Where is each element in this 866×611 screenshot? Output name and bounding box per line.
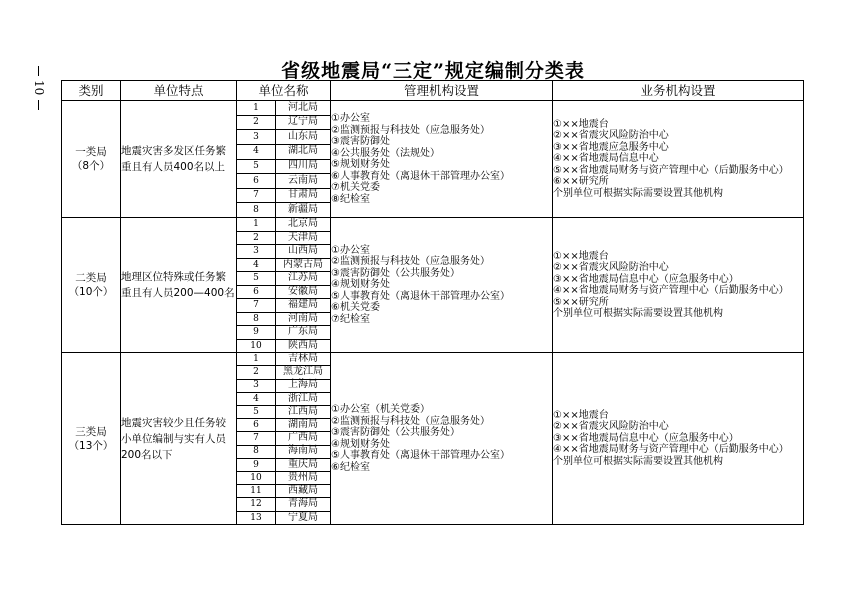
unit-row: [237, 245, 330, 259]
unit-number: 6: [237, 419, 276, 432]
unit-number: 8: [237, 312, 276, 326]
page-title: 省级地震局“三定”规定编制分类表: [281, 60, 585, 82]
page-number-line-bottom: [38, 100, 39, 110]
management-item: ②监测预报与科技处（应急服务处）: [331, 415, 490, 427]
business-item: ④××省地震局财务与资产管理中心（后勤服务中心）: [553, 285, 789, 296]
unit-row: [237, 472, 330, 485]
unit-row: [237, 353, 330, 366]
unit-name: 四川局: [276, 159, 331, 174]
unit-name: 江苏局: [276, 272, 331, 286]
unit-number: 4: [237, 144, 276, 159]
management-item: ④公共服务处（法规处）: [331, 147, 440, 159]
unit-list-cell: [237, 353, 331, 525]
management-cell: [331, 101, 553, 218]
unit-list-cell: [237, 101, 331, 218]
unit-row: [237, 115, 330, 130]
header-feature: 单位特点: [121, 81, 237, 101]
unit-number: 7: [237, 188, 276, 203]
unit-name: 江西局: [276, 405, 331, 418]
management-item: ②监测预报与科技处（应急服务处）: [331, 256, 490, 268]
unit-row: [237, 366, 330, 379]
unit-row: [237, 379, 330, 392]
unit-list: [237, 101, 330, 217]
category-row: [62, 101, 804, 218]
unit-name: 新疆局: [288, 203, 318, 215]
unit-number: 1: [237, 218, 276, 231]
header-business: 业务机构设置: [553, 81, 804, 101]
unit-feature: 地震灾害多发区任务繁重且有人员400名以上: [121, 101, 237, 218]
management-item: ②监测预报与科技处（应急服务处）: [331, 124, 490, 136]
header-row: [62, 81, 804, 101]
category-cell: [62, 353, 121, 525]
business-item: ③××省地震局信息中心（应急服务中心）: [553, 273, 739, 285]
category-row: [62, 353, 804, 525]
unit-row: [237, 419, 330, 432]
unit-name: 青海局: [276, 498, 331, 511]
unit-row: [237, 285, 330, 299]
unit-name: 云南局: [276, 174, 331, 189]
unit-name: 广东局: [276, 326, 331, 340]
unit-row: [237, 511, 330, 524]
unit-number: 5: [237, 272, 276, 286]
unit-number: 1: [237, 353, 276, 366]
unit-name: 内蒙古局: [276, 258, 331, 272]
unit-row: [237, 144, 330, 159]
unit-name: 河北局: [276, 101, 331, 115]
unit-name: 湖南局: [276, 419, 331, 432]
management-cell: [331, 218, 553, 353]
unit-number: 3: [237, 130, 276, 145]
management-item: ①办公室: [331, 244, 370, 256]
unit-feature: 地理区位特殊或任务繁重且有人员200—400名: [121, 218, 237, 353]
unit-name: 湖北局: [276, 144, 331, 159]
header-category: 类别: [62, 81, 121, 101]
unit-row: [237, 130, 330, 145]
unit-name: 黑龙江局: [276, 366, 331, 379]
unit-number: 10: [237, 339, 276, 352]
management-item: ⑥人事教育处（离退休干部管理办公室）: [331, 170, 510, 182]
unit-number: 5: [237, 405, 276, 418]
unit-row: [237, 326, 330, 340]
unit-list: [237, 218, 330, 352]
unit-row: [237, 485, 330, 498]
unit-number: 7: [237, 299, 276, 313]
unit-row: [237, 432, 330, 445]
unit-name: 山西局: [276, 245, 331, 259]
classification-table: [61, 80, 804, 525]
unit-name: 海南局: [276, 445, 331, 458]
business-cell: [553, 218, 804, 353]
unit-number: 11: [237, 485, 276, 498]
business-item: ④××省地震局信息中心: [553, 153, 659, 165]
business-item: ⑤××省地震局财务与资产管理中心（后勤服务中心）: [553, 164, 789, 176]
unit-number: 3: [237, 245, 276, 259]
business-item: ②××省震灾风险防治中心: [553, 262, 669, 273]
business-item: ③××省地震应急服务中心: [553, 141, 669, 153]
unit-name: 福建局: [276, 299, 331, 313]
unit-number: 4: [237, 258, 276, 272]
business-cell: [553, 101, 804, 218]
business-item: ⑥××研究所: [553, 176, 609, 188]
business-item: ①××地震台: [553, 118, 609, 130]
business-cell: [553, 353, 804, 525]
category-count: （13个）: [68, 439, 114, 452]
unit-number: 6: [237, 285, 276, 299]
business-item: ⑤××研究所: [553, 296, 609, 308]
unit-row: [237, 203, 330, 217]
management-item: ⑥纪检室: [331, 461, 370, 473]
unit-number: 8: [237, 445, 276, 458]
unit-row: [237, 312, 330, 326]
unit-row: [237, 339, 330, 352]
business-item: ①××地震台: [553, 409, 609, 421]
business-item: ②××省震灾风险防治中心: [553, 130, 669, 142]
unit-row: [237, 159, 330, 174]
unit-number: 10: [237, 472, 276, 485]
management-item: ⑦机关党委: [331, 182, 380, 193]
management-item: ⑧纪检室: [331, 193, 370, 205]
unit-feature: 地震灾害较少且任务较小单位编制与实有人员200名以下: [121, 353, 237, 525]
unit-number: 9: [237, 458, 276, 471]
unit-name: 西藏局: [276, 485, 331, 498]
unit-number: 13: [237, 511, 276, 524]
unit-name: 甘肃局: [276, 188, 331, 203]
business-item: ④××省地震局财务与资产管理中心（后勤服务中心）: [553, 444, 789, 456]
unit-number: 2: [237, 366, 276, 379]
page-number: 10: [32, 80, 46, 96]
business-item: ③××省地震局信息中心（应急服务中心）: [553, 432, 739, 444]
category-name: 一类局: [75, 146, 107, 158]
management-item: ③震害防御处（公共服务处）: [331, 427, 460, 438]
unit-name: 广西局: [276, 432, 331, 445]
unit-name: 吉林局: [276, 353, 331, 366]
category-count: （10个）: [68, 286, 114, 298]
management-item: ⑥机关党委: [331, 302, 380, 314]
unit-row: [237, 299, 330, 313]
unit-name: 上海局: [276, 379, 331, 392]
unit-row: [237, 231, 330, 245]
unit-row: [237, 405, 330, 418]
unit-list: [237, 353, 330, 524]
unit-name: 重庆局: [276, 458, 331, 471]
unit-name: 山东局: [276, 130, 331, 145]
unit-number: 7: [237, 432, 276, 445]
unit-row: [237, 174, 330, 189]
management-item: ⑤人事教育处（离退休干部管理办公室）: [331, 450, 510, 461]
category-count: （8个）: [71, 160, 111, 172]
header-unit-name: 单位名称: [237, 81, 331, 101]
unit-row: [237, 272, 330, 286]
management-item: ⑦纪检室: [331, 313, 370, 325]
management-item: ⑤规划财务处: [331, 159, 390, 170]
management-item: ③震害防御处（公共服务处）: [331, 267, 460, 279]
business-item: 个别单位可根据实际需要设置其他机构: [553, 187, 723, 199]
unit-row: [237, 258, 330, 272]
unit-name: 辽宁局: [276, 115, 331, 130]
unit-row: [237, 498, 330, 511]
unit-name: 北京局: [276, 218, 331, 231]
unit-row: [237, 101, 330, 115]
unit-number: 2: [237, 231, 276, 245]
unit-row: [237, 458, 330, 471]
business-item: 个别单位可根据实际需要设置其他机构: [553, 455, 723, 467]
unit-number: 3: [237, 379, 276, 392]
management-item: ④规划财务处: [331, 438, 390, 450]
unit-name: 河南局: [276, 312, 331, 326]
category-name: 二类局: [75, 272, 107, 284]
unit-row: [237, 218, 330, 231]
unit-row: [237, 392, 330, 405]
unit-number: 6: [237, 174, 276, 189]
management-item: ①办公室: [331, 113, 370, 124]
unit-name: 贵州局: [276, 472, 331, 485]
management-item: ④规划财务处: [331, 279, 390, 291]
management-item: ⑤人事教育处（离退休干部管理办公室）: [331, 290, 510, 302]
unit-number: 2: [237, 115, 276, 130]
unit-number: 4: [237, 392, 276, 405]
unit-number: 8: [237, 203, 276, 217]
unit-name: 浙江局: [276, 392, 331, 405]
management-cell: [331, 353, 553, 525]
category-name: 三类局: [75, 425, 107, 438]
unit-number: 5: [237, 159, 276, 174]
unit-number: 12: [237, 498, 276, 511]
unit-list-cell: [237, 218, 331, 353]
business-item: ②××省震灾风险防治中心: [553, 421, 669, 433]
management-item: ①办公室（机关党委）: [331, 404, 430, 415]
unit-number: 1: [237, 101, 276, 115]
category-cell: [62, 218, 121, 353]
business-item: 个别单位可根据实际需要设置其他机构: [553, 308, 723, 319]
unit-number: 9: [237, 326, 276, 340]
unit-row: [237, 445, 330, 458]
unit-name: 陕西局: [288, 339, 318, 351]
unit-name: 安徽局: [276, 285, 331, 299]
business-item: ①××地震台: [553, 250, 609, 262]
header-management: 管理机构设置: [331, 81, 553, 101]
category-cell: [62, 101, 121, 218]
category-row: [62, 218, 804, 353]
unit-row: [237, 188, 330, 203]
unit-name: 宁夏局: [288, 511, 318, 523]
unit-name: 天津局: [276, 231, 331, 245]
management-item: ③震害防御处: [331, 136, 390, 147]
